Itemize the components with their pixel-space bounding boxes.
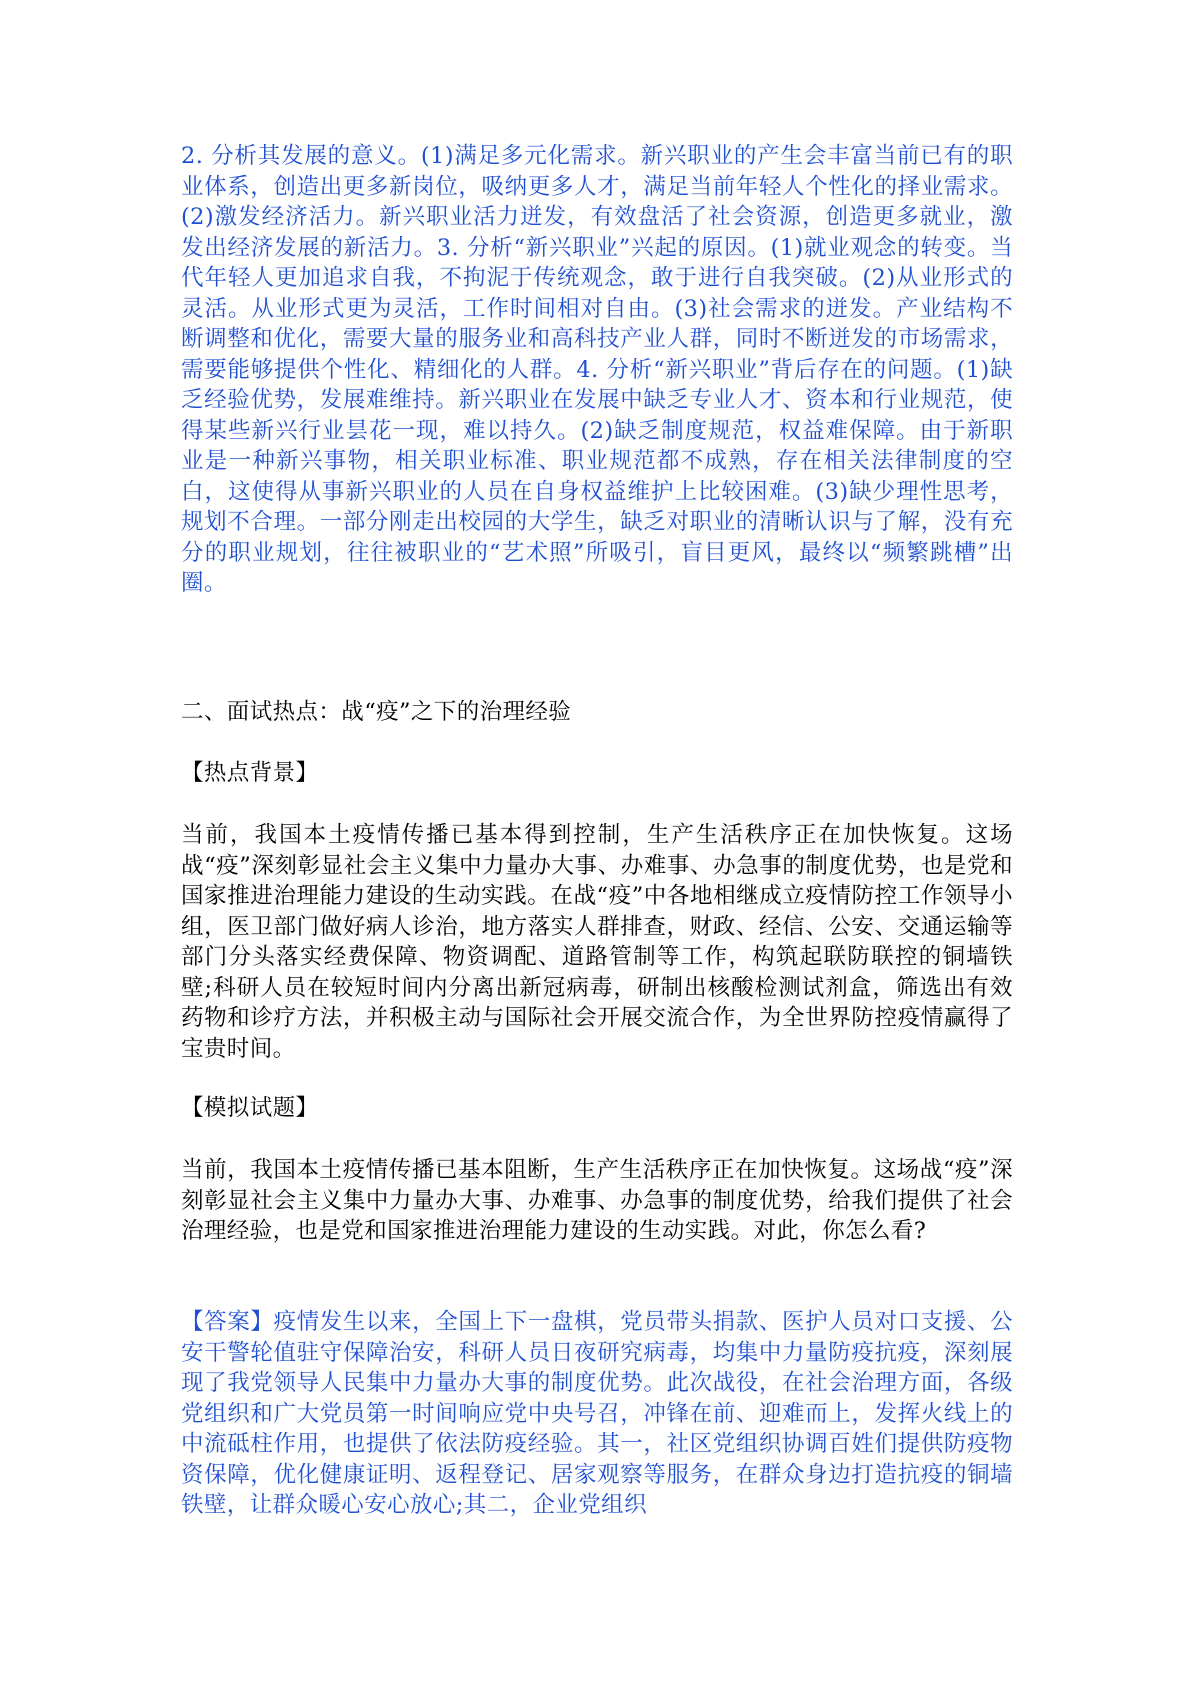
section-heading-interview-hotspot: 二、面试热点：战“疫”之下的治理经验 xyxy=(181,699,572,725)
mock-question-paragraph: 当前，我国本土疫情传播已基本阻断，生产生活秩序正在加快恢复。这场战“疫”深刻彰显社会主义集中力量办大事、办难事、办急事的制度优势，给我们提供了社会治理经验，也是党和国家推进治理能力建设的生动实践。对此，你怎么看? xyxy=(181,1157,1013,1244)
answer-label: 【答案】 xyxy=(181,1309,274,1335)
mock-question-label: 【模拟试题】 xyxy=(181,1095,319,1121)
answer-body-text: 疫情发生以来，全国上下一盘棋，党员带头捐款、医护人员对口支援、公安干警轮值驻守保障治安，科研人员日夜研究病毒，均集中力量防疫抗疫，深刻展现了我党领导人民集中力量办大事的制度优势。此次战役，在社会治理方面，各级党组织和广大党员第一时间响应党中央号召，冲锋在前、迎难而上，发挥火线上的中流砥柱作用，也提供了依法防疫经验。其一，社区党组织协调百姓们提供防疫物资保障，优化健康证明、返程登记、居家观察等服务，在群众身边打造抗疫的铜墙铁壁，让群众暖心安心放心;其二，企业党组织 xyxy=(181,1309,1013,1518)
hotspot-background-label: 【热点背景】 xyxy=(181,760,319,786)
hotspot-background-paragraph: 当前，我国本土疫情传播已基本得到控制，生产生活秩序正在加快恢复。这场战“疫”深刻彰显社会主义集中力量办大事、办难事、办急事的制度优势，也是党和国家推进治理能力建设的生动实践。在战“疫”中各地相继成立疫情防控工作领导小组，医卫部门做好病人诊治，地方落实人群排查，财政、经信、公安、交通运输等部门分头落实经费保障、物资调配、道路管制等工作，构筑起联防联控的铜墙铁壁;科研人员在较短时间内分离出新冠病毒，研制出核酸检测试剂盒，筛选出有效药物和诊疗方法，并积极主动与国际社会开展交流合作，为全世界防控疫情赢得了宝贵时间。 xyxy=(181,822,1013,1062)
answer-paragraph-section-1: 2. 分析其发展的意义。(1)满足多元化需求。新兴职业的产生会丰富当前已有的职业体系，创造出更多新岗位，吸纳更多人才，满足当前年轻人个性化的择业需求。(2)激发经济活力。新兴职业活力迸发，有效盘活了社会资源，创造更多就业，激发出经济发展的新活力。3. 分析“新兴职业”兴起的原因。(1)就业观念的转变。当代年轻人更加追求自我，不拘泥于传统观念，敢于进行自我突破。(2)从业形式的灵活。从业形式更为灵活，工作时间相对自由。(3)社会需求的迸发。产业结构不断调整和优化，需要大量的服务业和高科技产业人群，同时不断迸发的市场需求，需要能够提供个性化、精细化的人群。4. 分析“新兴职业”背后存在的问题。(1)缺乏经验优势，发展难维持。新兴职业在发展中缺乏专业人才、资本和行业规范，使得某些新兴行业昙花一现，难以持久。(2)缺乏制度规范，权益难保障。由于新职业是一种新兴事物，相关职业标准、职业规范都不成熟，存在相关法律制度的空白，这使得从事新兴职业的人员在自身权益维护上比较困难。(3)缺少理性思考，规划不合理。一部分刚走出校园的大学生，缺乏对职业的清晰认识与了解，没有充分的职业规划，往往被职业的“艺术照”所吸引，盲目更风，最终以“频繁跳槽”出圈。 xyxy=(181,143,1013,596)
answer-paragraph-section-2 xyxy=(181,1307,1013,1521)
